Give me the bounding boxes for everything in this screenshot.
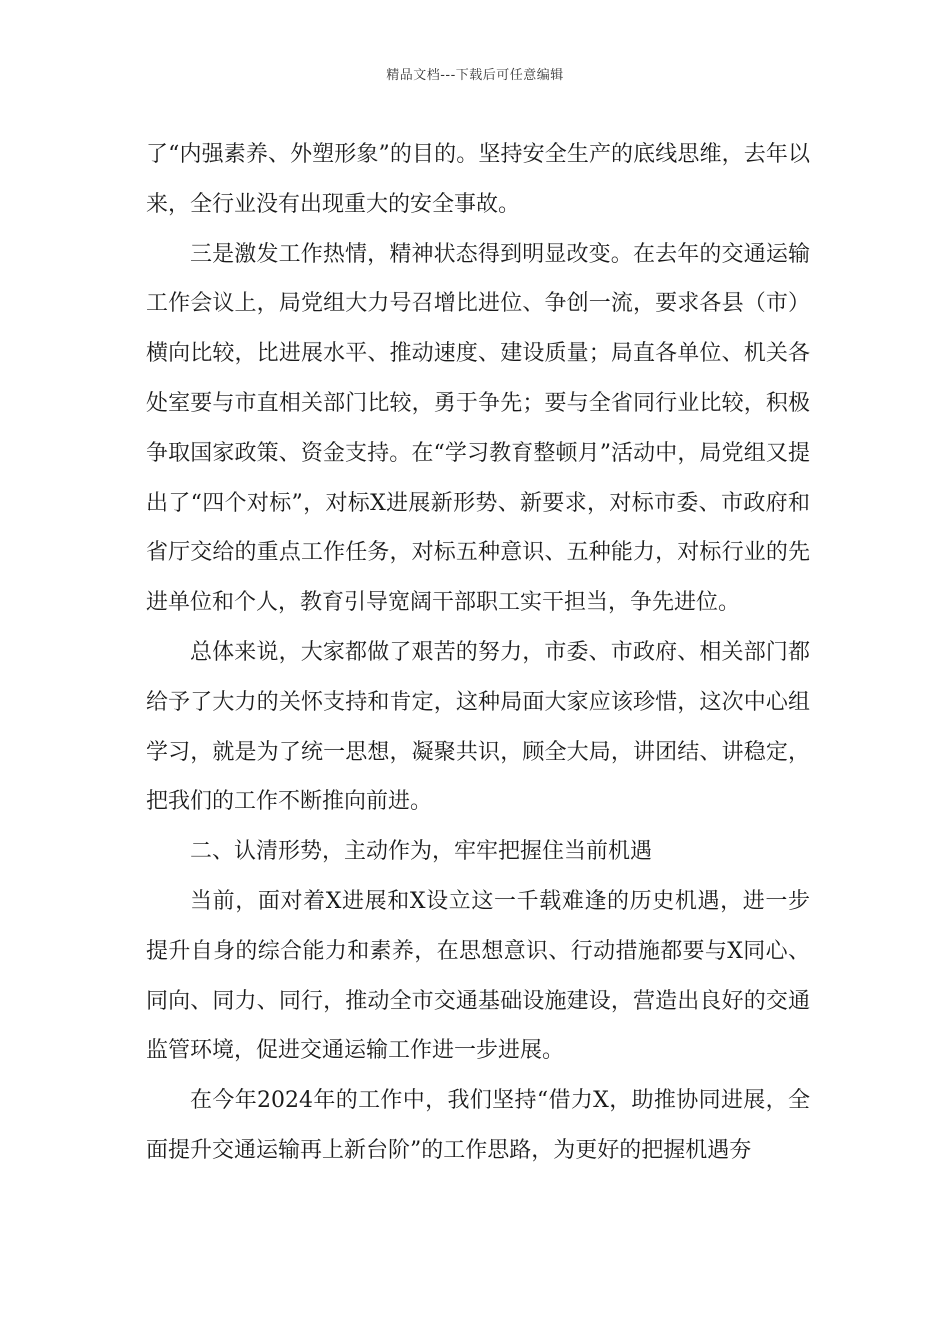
section-heading-two: 二、认清形势，主动作为，牢牢把握住当前机遇 [190, 839, 653, 865]
paragraph-continuation: 了“内强素养、外塑形象”的目的。坚持安全生产的底线思维，去年以来，全行业没有出现重大的安全事故。 [146, 142, 810, 217]
paragraph-this-year: 在今年2024年的工作中，我们坚持“借力X，助推协同进展，全面提升交通运输再上新台阶”的工作思路，为更好的把握机遇夯 [146, 1088, 810, 1163]
page-header: 精品文档---下载后可任意编辑 [386, 68, 564, 83]
paragraph-summary: 总体来说，大家都做了艰苦的努力，市委、市政府、相关部门都给予了大力的关怀支持和肯定，这种局面大家应该珍惜，这次中心组学习，就是为了统一思想，凝聚共识，顾全大局，讲团结、讲稳定，把我们的工作不断推向前进。 [146, 639, 810, 815]
paragraph-point-three: 三是激发工作热情，精神状态得到明显改变。在去年的交通运输工作会议上，局党组大力号召增比进位、争创一流，要求各县（市）横向比较，比进展水平、推动速度、建设质量；局直各单位、机关各处室要与市直相关部门比较，勇于争先；要与全省同行业比较，积极争取国家政策、资金支持。在“学习教育整顿月”活动中，局党组又提出了“四个对标”，对标X进展新形势、新要求，对标市委、市政府和省厅交给的重点工作任务，对标五种意识、五种能力，对标行业的先进单位和个人，教育引导宽阔干部职工实干担当，争先进位。 [146, 241, 810, 616]
document-body [146, 130, 810, 1176]
paragraph-current-situation: 当前，面对着X进展和X设立这一千载难逢的历史机遇，进一步提升自身的综合能力和素养，在思想意识、行动措施都要与X同心、同向、同力、同行，推动全市交通基础设施建设，营造出良好的交通监管环境，促进交通运输工作进一步进展。 [146, 888, 810, 1064]
